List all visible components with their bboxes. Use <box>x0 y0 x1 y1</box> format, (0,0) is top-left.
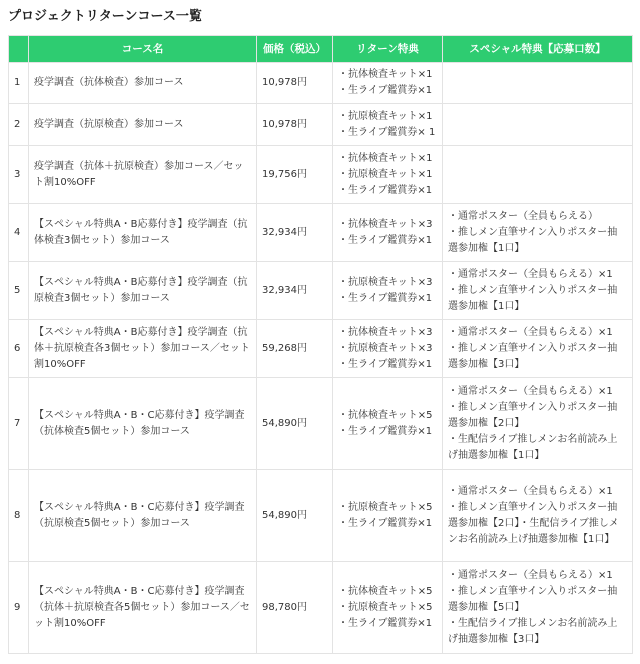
table-header-row <box>9 36 633 63</box>
special-item: ・推しメン直筆サイン入りポスター抽選参加権【3口】 <box>448 342 618 370</box>
special-item: ・生配信ライブ推しメンお名前読み上げ抽選参加権【1口】 <box>448 433 618 461</box>
return-benefits <box>333 470 443 562</box>
header-course-name: コース名 <box>29 36 257 63</box>
table-row <box>9 470 633 562</box>
return-item: ・抗原検査キット×5 <box>338 601 433 613</box>
return-item: ・抗体検査キット×1 <box>338 69 433 80</box>
course-name: 疫学調査（抗原検査）参加コース <box>29 104 257 146</box>
return-item: ・生ライブ鑑賞券×1 <box>338 358 433 370</box>
row-number: 9 <box>9 562 29 654</box>
table-row <box>9 204 633 262</box>
return-item: ・抗体検査キット×1 <box>338 152 433 164</box>
return-item: ・抗体検査キット×5 <box>338 585 433 597</box>
course-price: 54,890円 <box>257 378 333 470</box>
special-item: ・通常ポスター（全員もらえる）×1 <box>448 485 613 497</box>
return-item: ・生ライブ鑑賞券×1 <box>338 234 433 246</box>
course-name: 【スペシャル特典A・B応募付き】疫学調査（抗体＋抗原検査各3個セット）参加コース／セット割10%OFF <box>29 320 257 378</box>
row-number: 5 <box>9 262 29 320</box>
return-item: ・抗原検査キット×1 <box>338 168 433 180</box>
special-benefits <box>443 204 633 262</box>
table-row <box>9 262 633 320</box>
special-benefits <box>443 470 633 562</box>
course-name: 【スペシャル特典A・B・C応募付き】疫学調査（抗体＋抗原検査各5個セット）参加コース／セット割10%OFF <box>29 562 257 654</box>
special-item: ・推しメン直筆サイン入りポスター抽選参加権【1口】 <box>448 284 618 312</box>
special-item: ・推しメン直筆サイン入りポスター抽選参加権【5口】 <box>448 585 618 613</box>
special-item: ・推しメン直筆サイン入りポスター抽選参加権【2口】 <box>448 401 618 429</box>
course-price: 98,780円 <box>257 562 333 654</box>
return-item: ・抗原検査キット×1 <box>338 110 433 122</box>
row-number: 1 <box>9 63 29 104</box>
table-row <box>9 146 633 204</box>
course-name: 疫学調査（抗体＋抗原検査）参加コース／セット割10%OFF <box>29 146 257 204</box>
page-title: プロジェクトリターンコース一覧 <box>8 9 202 24</box>
return-item: ・生ライブ鑑賞券×1 <box>338 517 433 529</box>
special-item: ・推しメン直筆サイン入りポスター抽選参加権【1口】 <box>448 226 618 254</box>
row-number: 8 <box>9 470 29 562</box>
return-benefits <box>333 146 443 204</box>
return-item: ・生ライブ鑑賞券×1 <box>338 617 433 629</box>
return-item: ・生ライブ鑑賞券×1 <box>338 425 433 437</box>
row-number: 6 <box>9 320 29 378</box>
row-number: 7 <box>9 378 29 470</box>
return-item: ・生ライブ鑑賞券×1 <box>338 85 433 96</box>
special-benefits <box>443 146 633 204</box>
course-price: 19,756円 <box>257 146 333 204</box>
course-price: 32,934円 <box>257 204 333 262</box>
special-benefits <box>443 63 633 104</box>
course-name: 疫学調査（抗体検査）参加コース <box>29 63 257 104</box>
return-benefits <box>333 104 443 146</box>
course-name: 【スペシャル特典A・B応募付き】疫学調査（抗体検査3個セット）参加コース <box>29 204 257 262</box>
table-row <box>9 63 633 104</box>
special-item: ・通常ポスター（全員もらえる）×1 <box>448 569 613 581</box>
course-price: 10,978円 <box>257 104 333 146</box>
return-benefits <box>333 204 443 262</box>
table-body <box>9 63 633 654</box>
table-row <box>9 320 633 378</box>
course-price: 59,268円 <box>257 320 333 378</box>
return-item: ・生ライブ鑑賞券× 1 <box>338 126 436 138</box>
table-row <box>9 104 633 146</box>
course-price: 32,934円 <box>257 262 333 320</box>
row-number: 4 <box>9 204 29 262</box>
special-item: ・通常ポスター（全員もらえる）×1 <box>448 385 613 397</box>
return-benefits <box>333 320 443 378</box>
course-price: 54,890円 <box>257 470 333 562</box>
course-price: 10,978円 <box>257 63 333 104</box>
header-return-benefits: リターン特典 <box>333 36 443 63</box>
special-benefits <box>443 104 633 146</box>
return-item: ・抗体検査キット×5 <box>338 409 433 421</box>
header-special-benefits: スペシャル特典【応募口数】 <box>443 36 633 63</box>
course-name: 【スペシャル特典A・B・C応募付き】疫学調査（抗原検査5個セット）参加コース <box>29 470 257 562</box>
return-item: ・抗原検査キット×3 <box>338 276 433 288</box>
return-benefits <box>333 63 443 104</box>
return-item: ・抗原検査キット×3 <box>338 342 433 354</box>
header-price: 価格（税込） <box>257 36 333 63</box>
special-item: ・通常ポスター（全員もらえる）×1 <box>448 268 613 280</box>
return-item: ・抗体検査キット×3 <box>338 218 433 230</box>
return-benefits <box>333 262 443 320</box>
special-benefits <box>443 378 633 470</box>
return-item: ・生ライブ鑑賞券×1 <box>338 292 433 304</box>
row-number: 3 <box>9 146 29 204</box>
return-item: ・抗原検査キット×5 <box>338 501 433 513</box>
return-benefits <box>333 378 443 470</box>
special-benefits <box>443 562 633 654</box>
special-item: ・推しメン直筆サイン入りポスター抽選参加権【2口】・生配信ライブ推しメンお名前読み上げ抽選参加権【1口】 <box>448 501 619 545</box>
special-benefits <box>443 320 633 378</box>
return-benefits <box>333 562 443 654</box>
return-item: ・抗体検査キット×3 <box>338 326 433 338</box>
table-row <box>9 378 633 470</box>
return-item: ・生ライブ鑑賞券×1 <box>338 184 433 196</box>
special-item: ・通常ポスター（全員もらえる） <box>448 210 598 222</box>
course-table <box>8 35 633 654</box>
special-item: ・生配信ライブ推しメンお名前読み上げ抽選参加権【3口】 <box>448 617 618 645</box>
row-number: 2 <box>9 104 29 146</box>
course-name: 【スペシャル特典A・B・C応募付き】疫学調査（抗体検査5個セット）参加コース <box>29 378 257 470</box>
special-item: ・通常ポスター（全員もらえる）×1 <box>448 326 613 338</box>
course-name: 【スペシャル特典A・B応募付き】疫学調査（抗原検査3個セット）参加コース <box>29 262 257 320</box>
table-row <box>9 562 633 654</box>
special-benefits <box>443 262 633 320</box>
header-number <box>9 36 29 63</box>
